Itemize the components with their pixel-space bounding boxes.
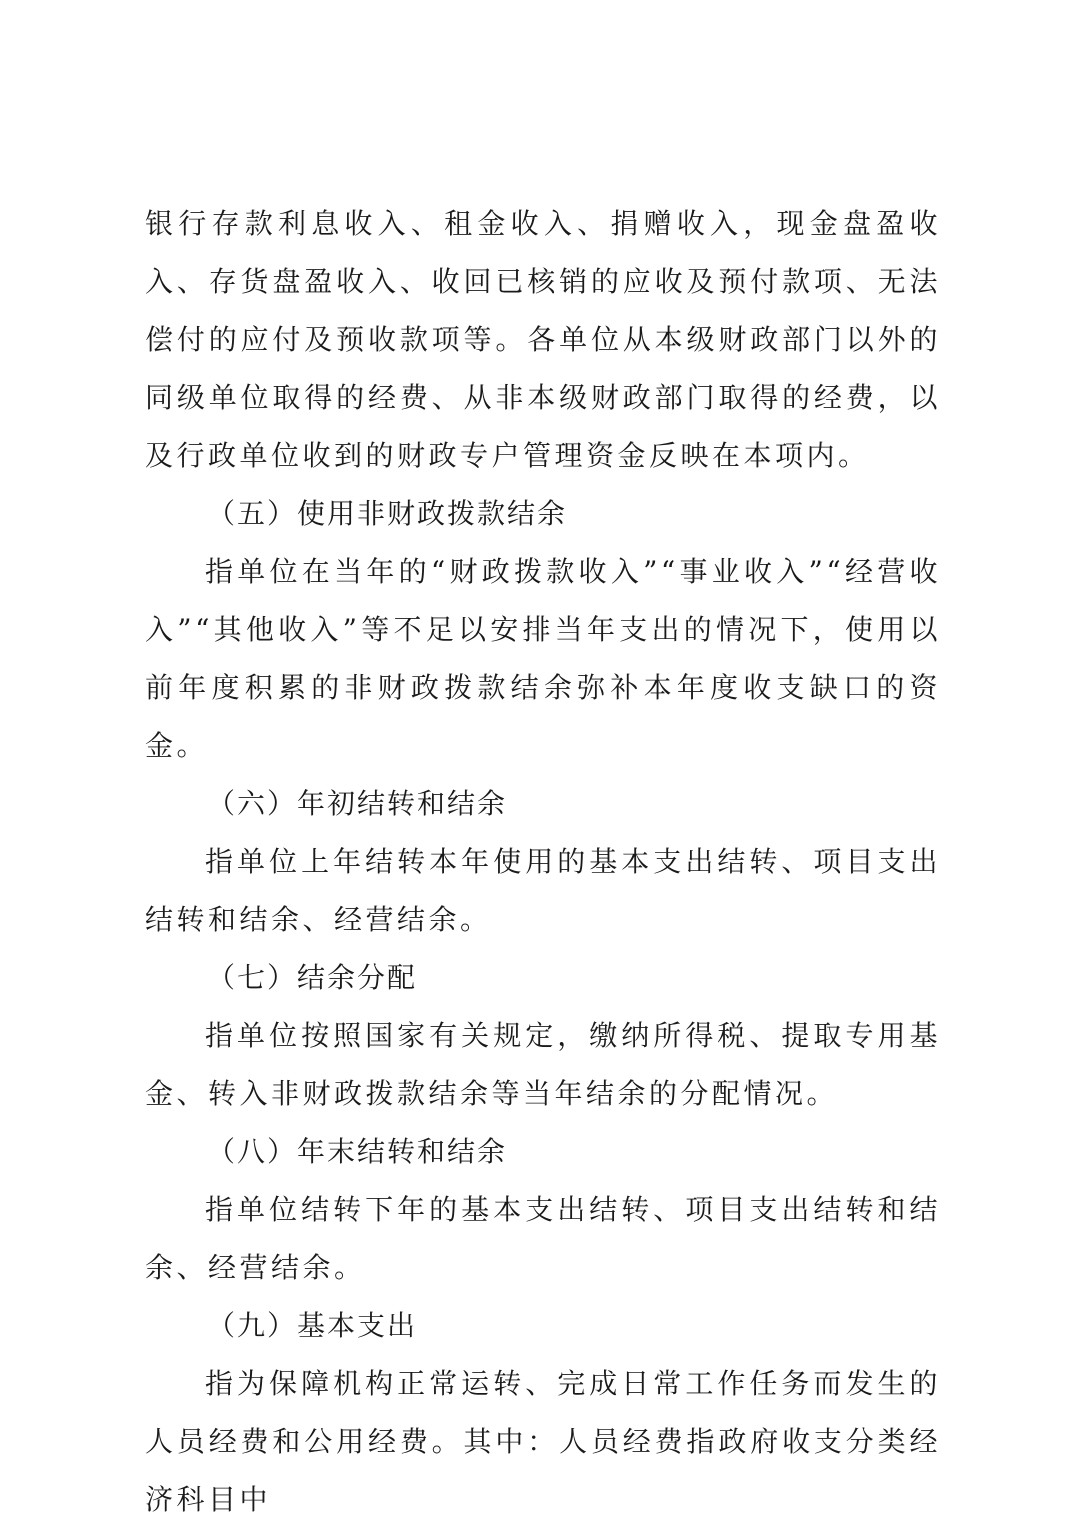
paragraph-section-5: 指单位在当年的“财政拨款收入”“事业收入”“经营收入”“其他收入”等不足以安排当年支出的情况下，使用以前年度积累的非财政拨款结余弥补本年度收支缺口的资金。 bbox=[145, 555, 941, 762]
heading-section-8: （八）年末结转和结余 bbox=[207, 1135, 508, 1168]
heading-section-9: （九）基本支出 bbox=[207, 1309, 418, 1342]
paragraph-section-9: 指为保障机构正常运转、完成日常工作任务而发生的人员经费和公用经费。其中：人员经费指政府收支分类经济科目中 bbox=[145, 1367, 941, 1516]
document-body bbox=[145, 195, 941, 1529]
heading-section-7: （七）结余分配 bbox=[207, 961, 418, 994]
paragraph-section-6: 指单位上年结转本年使用的基本支出结转、项目支出结转和结余、经营结余。 bbox=[145, 845, 941, 936]
paragraph-section-8: 指单位结转下年的基本支出结转、项目支出结转和结余、经营结余。 bbox=[145, 1193, 941, 1284]
heading-section-6: （六）年初结转和结余 bbox=[207, 787, 508, 820]
heading-section-5: （五）使用非财政拨款结余 bbox=[207, 497, 568, 530]
paragraph-section-7: 指单位按照国家有关规定，缴纳所得税、提取专用基金、转入非财政拨款结余等当年结余的分配情况。 bbox=[145, 1019, 941, 1110]
paragraph-income-continuation: 银行存款利息收入、租金收入、捐赠收入，现金盘盈收入、存货盘盈收入、收回已核销的应收及预付款项、无法偿付的应付及预收款项等。各单位从本级财政部门以外的同级单位取得的经费、从非本级财政部门取得的经费，以及行政单位收到的财政专户管理资金反映在本项内。 bbox=[145, 207, 941, 472]
